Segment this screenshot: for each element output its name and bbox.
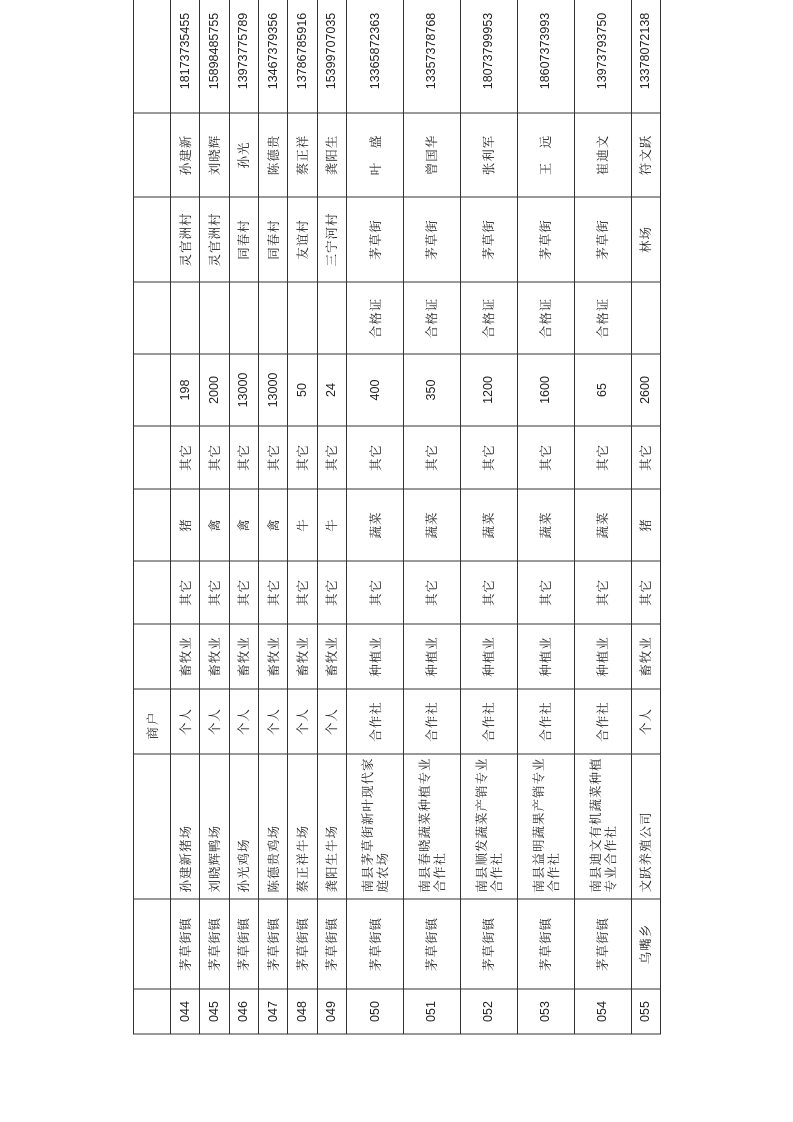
header-cell [134,113,171,197]
town-cell: 茅草街镇 [171,899,200,989]
header-cell [134,561,171,624]
entity-name-cell: 南县茅草街新叶现代家庭农场 [347,754,404,899]
entity-name-cell: 孙建新猪场 [171,754,200,899]
phone-cell: 13365872363 [347,0,404,113]
scale-cell: 50 [288,354,317,426]
scale-cell: 2000 [200,354,229,426]
header-cell [134,989,171,1034]
table-row [517,0,574,1034]
entity-type-cell: 合作社 [404,689,461,754]
row-number-cell: 044 [171,989,200,1034]
product-cell: 猪 [171,489,200,561]
entity-type-cell: 合作社 [347,689,404,754]
subcategory-cell: 其它 [574,426,631,489]
subcategory-cell: 其它 [171,426,200,489]
subcategory-cell: 其它 [288,426,317,489]
product-cell: 蔬菜 [460,489,517,561]
certificate-cell [631,282,660,354]
phone-cell: 18073799953 [460,0,517,113]
product-cell: 蔬菜 [404,489,461,561]
subcategory-cell: 其它 [200,426,229,489]
row-number-cell: 052 [460,989,517,1034]
phone-cell: 18173735455 [171,0,200,113]
certificate-cell [288,282,317,354]
entity-type-cell: 个人 [200,689,229,754]
village-cell: 同春村 [259,197,288,282]
entity-name-cell: 龚阳生牛场 [317,754,346,899]
entity-name-cell: 南县顺发蔬菜产销专业合作社 [460,754,517,899]
scale-cell: 198 [171,354,200,426]
industry-cell: 种植业 [347,624,404,689]
contact-name-cell: 刘晓辉 [200,113,229,197]
header-cell [134,354,171,426]
scale-cell: 1200 [460,354,517,426]
town-cell: 茅草街镇 [460,899,517,989]
entity-type-cell: 个人 [631,689,660,754]
town-cell: 茅草街镇 [288,899,317,989]
rotated-registry-table-wrapper [133,12,661,1035]
contact-name-cell: 符文跃 [631,113,660,197]
town-cell: 茅草街镇 [404,899,461,989]
header-cell-type: 商户 [134,689,171,754]
village-cell: 茅草街 [347,197,404,282]
subcategory-cell: 其它 [631,426,660,489]
entity-type-cell: 合作社 [574,689,631,754]
certificate-cell: 合格证 [517,282,574,354]
town-cell: 茅草街镇 [347,899,404,989]
scale-cell: 400 [347,354,404,426]
village-cell: 灵官洲村 [171,197,200,282]
village-cell: 茅草街 [574,197,631,282]
phone-cell: 15898485755 [200,0,229,113]
phone-cell: 13973775789 [229,0,258,113]
phone-cell: 13378072138 [631,0,660,113]
scale-cell: 24 [317,354,346,426]
certificate-cell: 合格证 [574,282,631,354]
row-number-cell: 055 [631,989,660,1034]
contact-name-cell: 张利军 [460,113,517,197]
contact-name-cell: 崔迪文 [574,113,631,197]
industry-cell: 种植业 [574,624,631,689]
village-cell: 茅草街 [404,197,461,282]
header-cell [134,282,171,354]
category-cell: 其它 [200,561,229,624]
product-cell: 猪 [631,489,660,561]
entity-type-cell: 个人 [288,689,317,754]
scale-cell: 13000 [229,354,258,426]
product-cell: 牛 [317,489,346,561]
registry-table [133,0,661,1035]
entity-name-cell: 南县益明蔬果产销专业合作社 [517,754,574,899]
row-number-cell: 047 [259,989,288,1034]
table-row [317,0,346,1034]
category-cell: 其它 [171,561,200,624]
phone-cell: 18607373993 [517,0,574,113]
contact-name-cell: 陈德贵 [259,113,288,197]
table-header-row [134,0,171,1034]
phone-cell: 13357378768 [404,0,461,113]
town-cell: 茅草街镇 [229,899,258,989]
header-cell [134,0,171,113]
entity-name-cell: 刘晓辉鸭场 [200,754,229,899]
row-number-cell: 049 [317,989,346,1034]
subcategory-cell: 其它 [317,426,346,489]
table-row [460,0,517,1034]
scale-cell: 1600 [517,354,574,426]
table-row [288,0,317,1034]
product-cell: 牛 [288,489,317,561]
entity-name-cell: 南县春晓蔬菜种植专业合作社 [404,754,461,899]
table-row [404,0,461,1034]
entity-name-cell: 蔡正祥牛场 [288,754,317,899]
entity-name-cell: 文跃养殖公司 [631,754,660,899]
certificate-cell [317,282,346,354]
town-cell: 茅草街镇 [574,899,631,989]
industry-cell: 畜牧业 [229,624,258,689]
village-cell: 三宁河村 [317,197,346,282]
product-cell: 禽 [229,489,258,561]
category-cell: 其它 [347,561,404,624]
product-cell: 蔬菜 [574,489,631,561]
certificate-cell: 合格证 [460,282,517,354]
phone-cell: 13786785916 [288,0,317,113]
industry-cell: 畜牧业 [171,624,200,689]
table-row [259,0,288,1034]
category-cell: 其它 [288,561,317,624]
industry-cell: 种植业 [404,624,461,689]
header-cell [134,624,171,689]
town-cell: 茅草街镇 [259,899,288,989]
entity-type-cell: 个人 [229,689,258,754]
entity-type-cell: 合作社 [517,689,574,754]
town-cell: 茅草街镇 [317,899,346,989]
category-cell: 其它 [317,561,346,624]
product-cell: 禽 [259,489,288,561]
certificate-cell [171,282,200,354]
entity-type-cell: 个人 [171,689,200,754]
village-cell: 林场 [631,197,660,282]
industry-cell: 种植业 [517,624,574,689]
category-cell: 其它 [404,561,461,624]
header-cell [134,426,171,489]
contact-name-cell: 蔡正祥 [288,113,317,197]
category-cell: 其它 [631,561,660,624]
entity-type-cell: 个人 [317,689,346,754]
row-number-cell: 051 [404,989,461,1034]
certificate-cell [259,282,288,354]
category-cell: 其它 [229,561,258,624]
subcategory-cell: 其它 [259,426,288,489]
industry-cell: 畜牧业 [259,624,288,689]
header-cell [134,197,171,282]
industry-cell: 畜牧业 [317,624,346,689]
industry-cell: 畜牧业 [631,624,660,689]
scale-cell: 13000 [259,354,288,426]
table-row [200,0,229,1034]
town-cell: 乌嘴乡 [631,899,660,989]
certificate-cell [200,282,229,354]
village-cell: 茅草街 [517,197,574,282]
village-cell: 同春村 [229,197,258,282]
village-cell: 灵官洲村 [200,197,229,282]
header-cell [134,754,171,899]
product-cell: 蔬菜 [517,489,574,561]
header-cell [134,489,171,561]
contact-name-cell: 王 远 [517,113,574,197]
table-row [347,0,404,1034]
entity-name-cell: 陈德贵鸡场 [259,754,288,899]
entity-name-cell: 孙光鸡场 [229,754,258,899]
contact-name-cell: 孙建新 [171,113,200,197]
phone-cell: 15399707035 [317,0,346,113]
scale-cell: 350 [404,354,461,426]
phone-cell: 13467379356 [259,0,288,113]
village-cell: 友谊村 [288,197,317,282]
row-number-cell: 054 [574,989,631,1034]
subcategory-cell: 其它 [460,426,517,489]
scale-cell: 2600 [631,354,660,426]
town-cell: 茅草街镇 [200,899,229,989]
row-number-cell: 050 [347,989,404,1034]
industry-cell: 畜牧业 [200,624,229,689]
product-cell: 蔬菜 [347,489,404,561]
row-number-cell: 045 [200,989,229,1034]
row-number-cell: 053 [517,989,574,1034]
industry-cell: 畜牧业 [288,624,317,689]
row-number-cell: 046 [229,989,258,1034]
category-cell: 其它 [259,561,288,624]
category-cell: 其它 [517,561,574,624]
certificate-cell: 合格证 [347,282,404,354]
row-number-cell: 048 [288,989,317,1034]
product-cell: 禽 [200,489,229,561]
certificate-cell: 合格证 [404,282,461,354]
table-row [574,0,631,1034]
subcategory-cell: 其它 [517,426,574,489]
contact-name-cell: 曾国华 [404,113,461,197]
subcategory-cell: 其它 [347,426,404,489]
village-cell: 茅草街 [460,197,517,282]
subcategory-cell: 其它 [229,426,258,489]
table-row [229,0,258,1034]
entity-name-cell: 南县迪文有机蔬菜种植专业合作社 [574,754,631,899]
phone-cell: 13973793750 [574,0,631,113]
table-row [631,0,660,1034]
entity-type-cell: 合作社 [460,689,517,754]
scale-cell: 65 [574,354,631,426]
contact-name-cell: 龚阳生 [317,113,346,197]
town-cell: 茅草街镇 [517,899,574,989]
category-cell: 其它 [460,561,517,624]
industry-cell: 种植业 [460,624,517,689]
contact-name-cell: 叶 盛 [347,113,404,197]
entity-type-cell: 个人 [259,689,288,754]
category-cell: 其它 [574,561,631,624]
certificate-cell [229,282,258,354]
header-cell [134,899,171,989]
subcategory-cell: 其它 [404,426,461,489]
contact-name-cell: 孙光 [229,113,258,197]
table-row [171,0,200,1034]
